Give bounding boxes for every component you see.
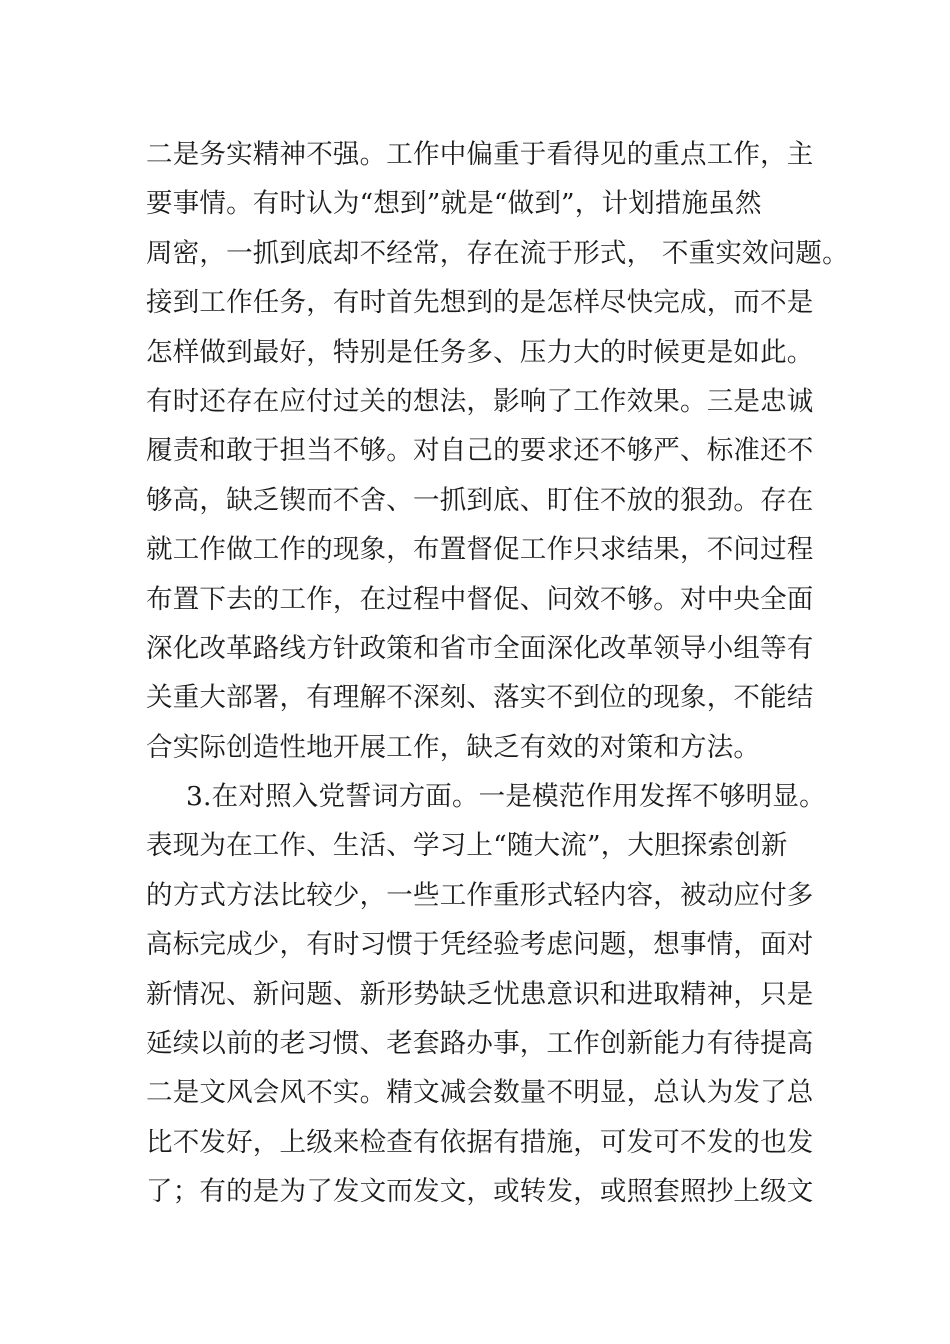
text-line: 的方式方法比较少，一些工作重形式轻内容，被动应付多 [146,879,814,911]
text-line: 比不发好，上级来检查有依据有措施，可发可不发的也发 [146,1126,814,1158]
text-line: 够高，缺乏锲而不舍、一抓到底、盯住不放的狠劲。存在 [146,484,814,516]
section-heading-line: 3.在对照入党誓词方面。一是模范作用发挥不够明显。 [186,781,826,813]
text-line: 新情况、新问题、新形势缺乏忧患意识和进取精神，只是 [146,978,814,1010]
text-line: 表现为在工作、生活、学习上“随大流”，大胆探索创新 [146,830,788,862]
text-line: 关重大部署，有理解不深刻、落实不到位的现象，不能结 [146,682,814,714]
text-line: 要事情。有时认为“想到”就是“做到”，计划措施虽然 [146,188,762,220]
text-line: 就工作做工作的现象，布置督促工作只求结果，不问过程 [146,534,814,566]
text-line: 高标完成少，有时习惯于凭经验考虑问题，想事情，面对 [146,929,814,961]
text-line: 合实际创造性地开展工作，缺乏有效的对策和方法。 [146,731,761,763]
text-line: 布置下去的工作，在过程中督促、问效不够。对中央全面 [146,583,814,615]
text-line: 履责和敢于担当不够。对自己的要求还不够严、标准还不 [146,435,814,467]
text-line: 接到工作任务，有时首先想到的是怎样尽快完成，而不是 [146,287,814,319]
text-line: 二是务实精神不强。工作中偏重于看得见的重点工作，主 [146,139,814,170]
text-line: 深化改革路线方针政策和省市全面深化改革领导小组等有 [146,632,814,664]
text-line: 二是文风会风不实。精文减会数量不明显，总认为发了总 [146,1077,814,1109]
text-line: 周密，一抓到底却不经常，存在流于形式， 不重实效问题。 [146,237,849,269]
text-line: 了；有的是为了发文而发文，或转发，或照套照抄上级文 [146,1176,814,1208]
text-line: 怎样做到最好，特别是任务多、压力大的时候更是如此。 [146,336,814,368]
text-line: 延续以前的老习惯、老套路办事，工作创新能力有待提高 [146,1028,814,1060]
document-body [146,130,849,1217]
text-line: 有时还存在应付过关的想法，影响了工作效果。三是忠诚 [146,385,814,417]
